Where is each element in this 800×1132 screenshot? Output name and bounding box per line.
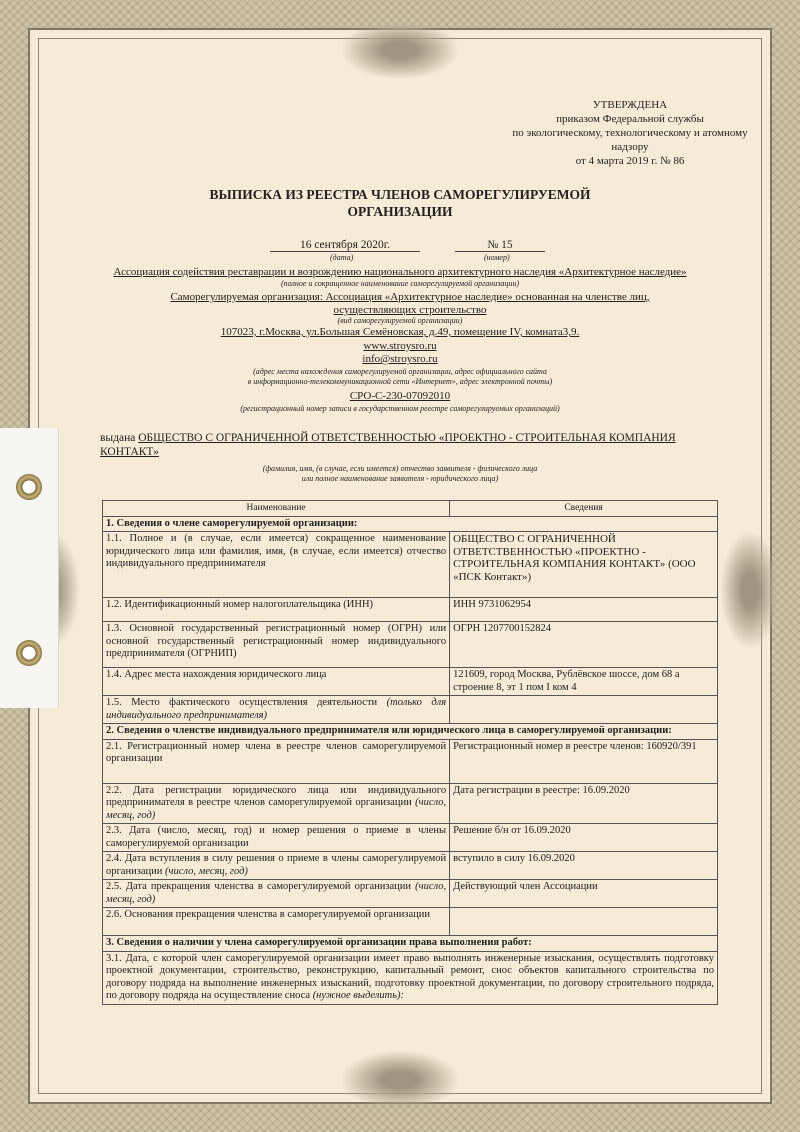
table-row — [103, 880, 718, 908]
approval-line: надзору — [611, 141, 649, 153]
approval-heading: УТВЕРЖДЕНА — [592, 99, 668, 111]
sro-reg-number: СРО-С-230-07092010 — [349, 390, 451, 402]
section-row — [103, 936, 718, 952]
issued-value: ОБЩЕСТВО С ОГРАНИЧЕННОЙ ОТВЕТСТВЕННОСТЬЮ «ПРОЕКТНО - СТРОИТЕЛЬНАЯ КОМПАНИЯ КОНТАКТ» — [100, 432, 676, 458]
document-title: ВЫПИСКА ИЗ РЕЕСТРА ЧЛЕНОВ САМОРЕГУЛИРУЕМОЙ ОРГАНИЗАЦИИ — [209, 187, 591, 219]
org-type-caption: (вид саморегулируемой организации) — [337, 316, 463, 325]
table-row — [103, 696, 718, 724]
row-label: 1.1. Полное и (в случае, если имеется) сокращенное наименование юридического лица или фамилия, имя, (в случае, если имеется) отчество индивидуального предпринимателя — [103, 532, 450, 598]
row-label: 2.4. Дата вступления в силу решения о приеме в члены саморегулируемой организации (число, месяц, год) — [103, 852, 450, 880]
row-label: 2.6. Основания прекращения членства в саморегулируемой организации — [103, 908, 450, 936]
issued-to — [100, 431, 720, 459]
row-value: Дата регистрации в реестре: 16.09.2020 — [450, 783, 718, 824]
table-header-row — [103, 501, 718, 517]
table-row — [103, 783, 718, 824]
approval-line: по экологическому, технологическому и атомному — [512, 127, 748, 139]
reg-number-caption: (регистрационный номер записи в государственном реестре саморегулируемых организаций) — [240, 404, 560, 413]
row-value: Действующий член Ассоциации — [450, 880, 718, 908]
address-caption: в информационно-телекоммуникационной сети «Интернет», адрес электронной почты) — [247, 377, 553, 386]
issued-caption: (фамилия, имя, (в случае, если имеется) отчество заявителя - физического лица — [262, 464, 538, 473]
table-header: Сведения — [450, 501, 718, 517]
address-caption: (адрес места нахождения саморегулируемой организации, адрес официального сайта — [253, 367, 547, 376]
table-row — [103, 824, 718, 852]
row-value: Решение б/н от 16.09.2020 — [450, 824, 718, 852]
row-value — [450, 908, 718, 936]
row-3-1: 3.1. Дата, с которой член саморегулируемой организации имеет право выполнять инженерные изыскания, осуществлять подготовку проектной документации, строительство, реконструкцию, капитальный ремонт, снос объектов капитального строительства по договору подряда на выполнение инженерных изысканий, подготовку проектной документации, по договору строительного подряда, по договору подряда на осуществление сноса (нужное выделить): — [103, 951, 718, 1004]
row-label: 1.5. Место фактического осуществления деятельности (только для индивидуального предпринимателя) — [103, 696, 450, 724]
table-row — [103, 951, 718, 1004]
section-row — [103, 516, 718, 532]
row-label: 1.2. Идентификационный номер налогоплательщика (ИНН) — [103, 598, 450, 622]
org-email: info@stroysro.ru — [362, 353, 438, 365]
table-header: Наименование — [103, 501, 450, 517]
section-row — [103, 724, 718, 740]
section-3-title: 3. Сведения о наличии у члена саморегулируемой организации права выполнения работ: — [103, 936, 718, 952]
row-label: 2.2. Дата регистрации юридического лица или индивидуального предпринимателя в реестре членов саморегулируемой организации (число, месяц, год) — [103, 783, 450, 824]
row-value: 121609, город Москва, Рублёвское шоссе, дом 68 а строение 8, эт 1 пом I ком 4 — [450, 668, 718, 696]
row-label: 2.5. Дата прекращения членства в саморегулируемой организации (число, месяц, год) — [103, 880, 450, 908]
issued-caption: или полное наименование заявителя - юридического лица) — [301, 474, 499, 483]
table-row — [103, 598, 718, 622]
table-row — [103, 908, 718, 936]
issue-number: № 15 — [455, 239, 545, 252]
org-address: 107023, г.Москва, ул.Большая Семёновская, д.49, помещение IV, комната3,9. — [220, 326, 580, 338]
table-row — [103, 852, 718, 880]
approval-line: от 4 марта 2019 г. № 86 — [575, 155, 685, 167]
row-label: 2.3. Дата (число, месяц, год) и номер решения о приеме в члены саморегулируемой организации — [103, 824, 450, 852]
approval-block — [480, 98, 780, 168]
row-value — [450, 696, 718, 724]
section-1-title: 1. Сведения о члене саморегулируемой организации: — [103, 516, 718, 532]
number-caption: (номер) — [484, 253, 510, 262]
row-label: 1.4. Адрес места нахождения юридического лица — [103, 668, 450, 696]
org-full-name: Ассоциация содействия реставрации и возрождению национального архитектурного наследия «Архитектурное наследие» — [113, 266, 687, 278]
section-2-title: 2. Сведения о членстве индивидуального предпринимателя или юридического лица в саморегулируемой организации: — [103, 724, 718, 740]
date-caption: (дата) — [330, 253, 354, 262]
register-table — [102, 500, 718, 1005]
table-row — [103, 622, 718, 668]
table-row — [103, 532, 718, 598]
row-label: 1.3. Основной государственный регистрационный номер (ОГРН) или основной государственный регистрационный номер индивидуального предпринимателя (ОГРНИП) — [103, 622, 450, 668]
issue-date: 16 сентября 2020г. — [270, 239, 420, 252]
row-value: ОБЩЕСТВО С ОГРАНИЧЕННОЙ ОТВЕТСТВЕННОСТЬЮ «ПРОЕКТНО - СТРОИТЕЛЬНАЯ КОМПАНИЯ КОНТАКТ» (ООО «ПСК Контакт») — [450, 532, 718, 598]
table-row — [103, 739, 718, 783]
issued-label: выдана — [100, 432, 136, 444]
row-value: Регистрационный номер в реестре членов: 160920/391 — [450, 739, 718, 783]
org-site: www.stroysro.ru — [363, 340, 437, 352]
row-value: вступило в силу 16.09.2020 — [450, 852, 718, 880]
row-value: ИНН 9731062954 — [450, 598, 718, 622]
org-full-name-caption: (полное и сокращенное наименование саморегулируемой организации) — [280, 279, 520, 288]
row-value: ОГРН 1207700152824 — [450, 622, 718, 668]
row-label: 2.1. Регистрационный номер члена в реестре членов саморегулируемой организации — [103, 739, 450, 783]
table-row — [103, 668, 718, 696]
approval-line: приказом Федеральной службы — [556, 113, 704, 125]
org-type: Саморегулируемая организация: Ассоциация «Архитектурное наследие» основанная на членстве лиц, осуществляющих строительство — [170, 291, 650, 316]
